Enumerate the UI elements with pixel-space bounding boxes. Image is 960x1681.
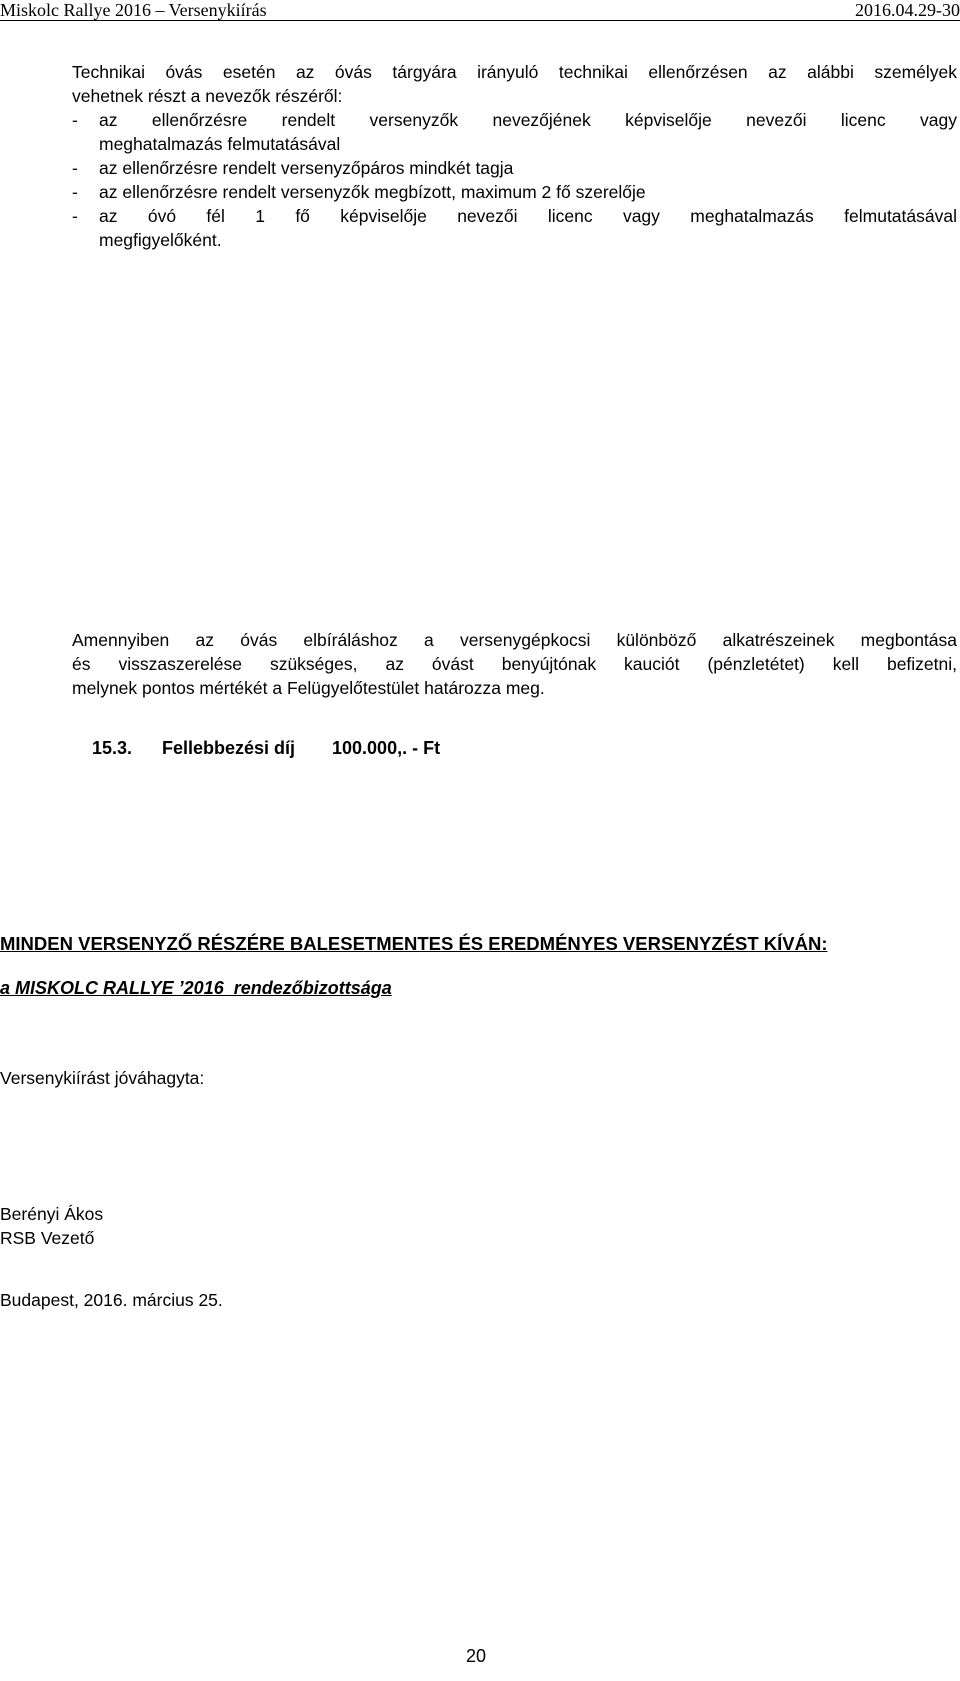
intro-line: Technikai óvás esetén az óvás tárgyára irányuló technikai ellenőrzésen az alábbi személyek	[72, 62, 957, 82]
approval-label: Versenykiírást jóváhagyta:	[0, 1068, 205, 1088]
list-dash: -	[72, 110, 78, 130]
header-date: 2016.04.29-30	[855, 0, 960, 20]
section-number: 15.3.	[92, 738, 133, 758]
list-item-text: az ellenőrzésre rendelt versenyzőpáros mindkét tagja	[99, 158, 514, 178]
appeal-fee	[72, 712, 440, 784]
paragraph-line: Amennyiben az óvás elbíráláshoz a versenygépkocsi különböző alkatrészeinek megbontása	[72, 630, 957, 650]
list-item-text: az ellenőrzésre rendelt versenyzők nevezőjének képviselője nevezői licenc vagy	[99, 110, 957, 130]
header-title: Miskolc Rallye 2016 – Versenykiírás	[0, 0, 267, 20]
list-dash: -	[72, 158, 78, 178]
organizing-committee: a MISKOLC RALLYE ’2016 rendezőbizottsága	[0, 978, 392, 998]
fee-label: Fellebbezési díj	[162, 738, 296, 758]
list-item-text: az óvó fél 1 fő képviselője nevezői licenc vagy meghatalmazás felmutatásával	[99, 206, 957, 226]
page-header	[0, 0, 960, 21]
list-dash: -	[72, 206, 78, 226]
fee-amount: 100.000,. - Ft	[332, 738, 441, 758]
list-item	[72, 204, 957, 252]
intro-paragraph	[72, 60, 957, 108]
signatory-name: Berényi Ákos	[0, 1204, 104, 1224]
list-dash: -	[72, 182, 78, 202]
paragraph-line: melynek pontos mértékét a Felügyelőtestület határozza meg.	[72, 678, 545, 698]
intro-line: vehetnek részt a nevezők részéről:	[72, 86, 343, 106]
list-item	[72, 180, 957, 204]
signatory-title: RSB Vezető	[0, 1228, 95, 1248]
list-item-text: meghatalmazás felmutatásával	[99, 134, 341, 154]
closing-wish: MINDEN VERSENYZŐ RÉSZÉRE BALESETMENTES ÉS EREDMÉNYES VERSENYZÉST KÍVÁN:	[0, 933, 828, 954]
list-item-text: megfigyelőként.	[99, 230, 222, 250]
list-item	[72, 108, 957, 156]
deposit-paragraph	[72, 628, 957, 700]
list-item-text: az ellenőrzésre rendelt versenyzők megbízott, maximum 2 fő szerelője	[99, 182, 646, 202]
list-item	[72, 156, 957, 180]
place-date: Budapest, 2016. március 25.	[0, 1290, 223, 1310]
paragraph-line: és visszaszerelése szükséges, az óvást benyújtónak kauciót (pénzletétet) kell befizetni,	[72, 654, 957, 674]
personnel-list	[72, 108, 957, 252]
page-number: 20	[466, 1646, 487, 1666]
